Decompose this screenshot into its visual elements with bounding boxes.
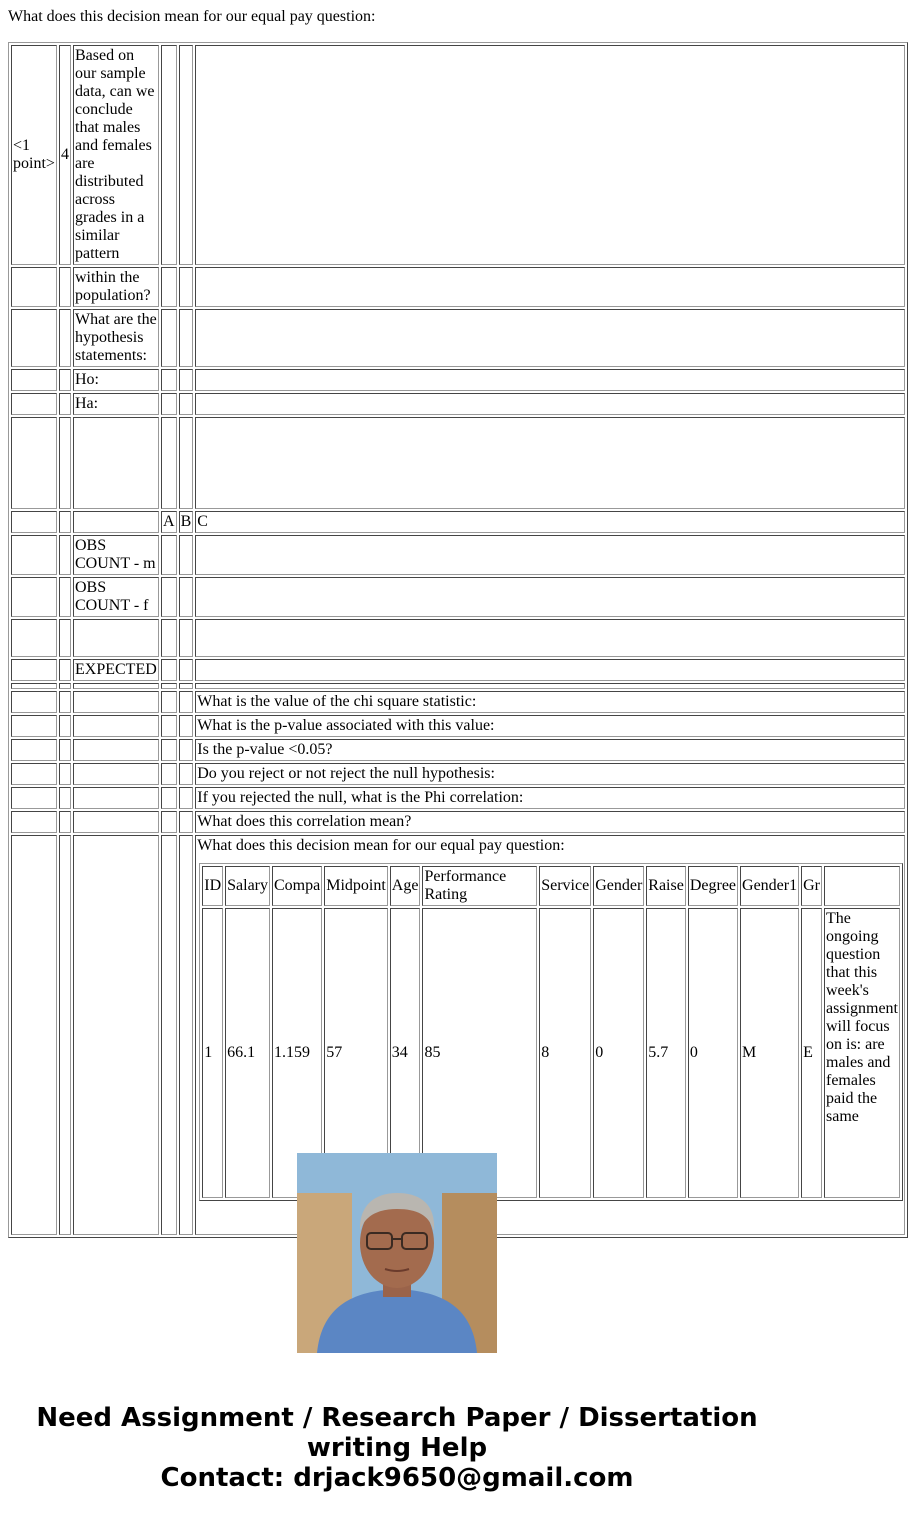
cell-salary: 66.1 [225, 908, 270, 1198]
banner-contact-line: Contact: drjack9650@gmail.com [160, 1463, 634, 1493]
points-cell: <1 point> [11, 45, 57, 265]
contact-banner [0, 1403, 794, 1493]
table-row [11, 45, 905, 265]
ho-label: Ho: [73, 369, 159, 391]
table-row [11, 511, 905, 533]
header-degree: Degree [688, 866, 738, 906]
question-text-cont: within the population? [73, 267, 159, 307]
table-row [11, 393, 905, 415]
table-row [11, 267, 905, 307]
cell-service: 8 [539, 908, 591, 1198]
cell-midpoint: 57 [324, 908, 388, 1198]
table-row [11, 535, 905, 575]
question-number: 4 [59, 45, 71, 265]
header-gender1: Gender1 [740, 866, 799, 906]
table-row [11, 369, 905, 391]
header-service: Service [539, 866, 591, 906]
header-id: ID [202, 866, 223, 906]
col-a-header: A [161, 511, 177, 533]
worksheet-table [8, 42, 908, 1238]
author-photo [297, 1153, 497, 1353]
expected-label: EXPECTED [73, 659, 159, 681]
p-value-threshold-question: Is the p-value <0.05? [195, 739, 905, 761]
header-gender: Gender [593, 866, 644, 906]
reject-null-question: Do you reject or not reject the null hypothesis: [195, 763, 905, 785]
obs-count-m: OBS COUNT - m [73, 535, 159, 575]
cell-compa: 1.159 [272, 908, 322, 1198]
cell-gender1: M [740, 908, 799, 1198]
table-row [11, 691, 905, 713]
table-row [11, 683, 905, 689]
cell-grade: E [801, 908, 822, 1198]
correlation-question: What does this correlation mean? [195, 811, 905, 833]
header-performance-rating: Performance Rating [422, 866, 537, 906]
table-row [11, 763, 905, 785]
header-raise: Raise [646, 866, 686, 906]
table-row [11, 739, 905, 761]
ho-answer-cell[interactable] [195, 369, 905, 391]
obs-count-f: OBS COUNT - f [73, 577, 159, 617]
assignment-note: The ongoing question that this week's assignment will focus on is: are males and females paid the same [824, 908, 900, 1198]
intro-question: What does this decision mean for our equal pay question: [8, 8, 376, 25]
table-row [11, 787, 905, 809]
cell-id: 1 [202, 908, 223, 1198]
table-row [11, 577, 905, 617]
employee-header-row [202, 866, 900, 906]
header-grade: Gr [801, 866, 822, 906]
cell-degree: 0 [688, 908, 738, 1198]
table-row [11, 811, 905, 833]
p-value-question: What is the p-value associated with this value: [195, 715, 905, 737]
employee-table [199, 863, 903, 1201]
chi-square-question: What is the value of the chi square statistic: [195, 691, 905, 713]
phi-question: If you rejected the null, what is the Phi correlation: [195, 787, 905, 809]
cell-age: 34 [390, 908, 421, 1198]
table-row [11, 715, 905, 737]
hypothesis-prompt: What are the hypothesis statements: [73, 309, 159, 367]
ha-label: Ha: [73, 393, 159, 415]
col-b-header: B [179, 511, 194, 533]
header-age: Age [390, 866, 421, 906]
cell-performance-rating: 85 [422, 908, 537, 1198]
ha-answer-cell[interactable] [195, 393, 905, 415]
banner-line-1: Need Assignment / Research Paper / Dissertation [36, 1403, 758, 1433]
worksheet-viewport [8, 42, 898, 1125]
cell-gender: 0 [593, 908, 644, 1198]
table-row [11, 309, 905, 367]
cell-raise: 5.7 [646, 908, 686, 1198]
header-salary: Salary [225, 866, 270, 906]
equal-pay-question: What does this decision mean for our equal pay question: [197, 837, 565, 854]
table-row [11, 417, 905, 509]
banner-line-2: writing Help [306, 1433, 488, 1463]
portrait-image [297, 1153, 497, 1353]
header-compa: Compa [272, 866, 322, 906]
question-text: Based on our sample data, can we conclude that males and females are distributed across grades in a similar pattern [73, 45, 159, 265]
col-c-header: C [195, 511, 905, 533]
header-midpoint: Midpoint [324, 866, 388, 906]
table-row [11, 619, 905, 657]
table-row [11, 659, 905, 681]
